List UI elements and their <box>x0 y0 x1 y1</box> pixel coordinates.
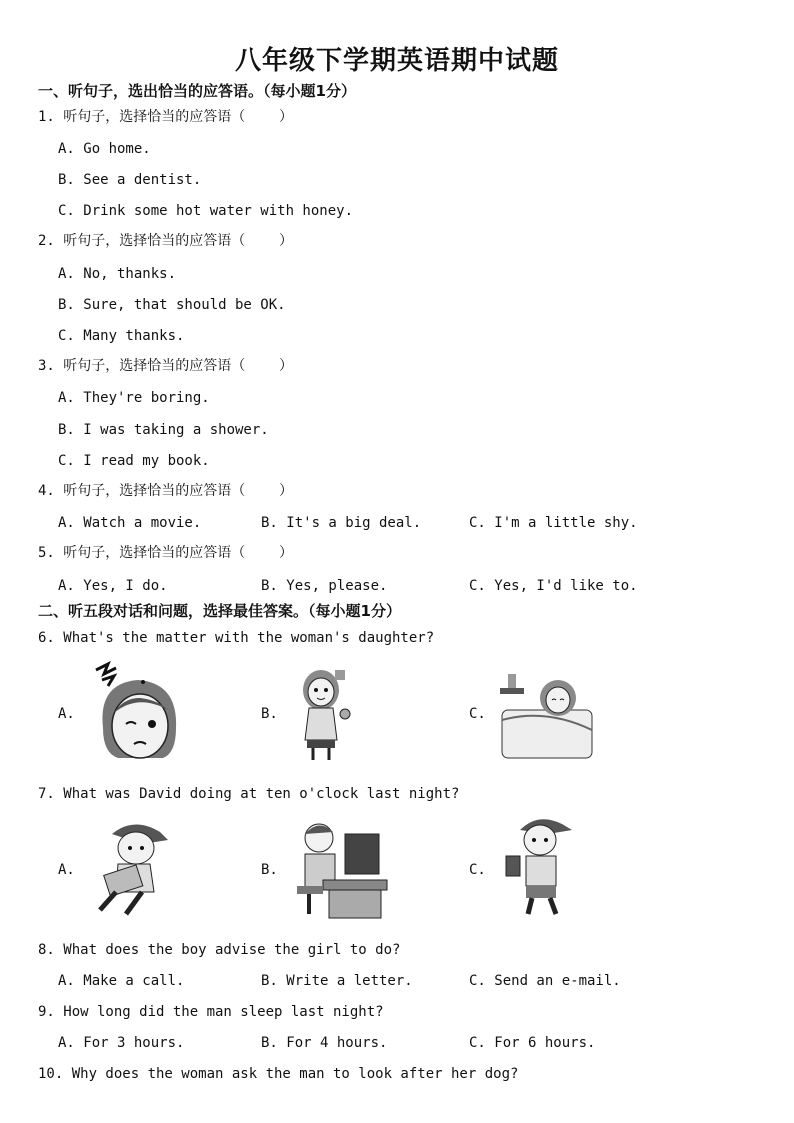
q3-option-a[interactable]: A. They're boring. <box>58 390 210 406</box>
q2-option-b[interactable]: B. Sure, that should be OK. <box>58 297 286 313</box>
q7-option-c-label[interactable]: C. <box>469 862 486 878</box>
q6-option-c-label[interactable]: C. <box>469 706 486 722</box>
question-10: 10. Why does the woman ask the man to look after her dog? <box>38 1066 519 1082</box>
q6-option-b-label[interactable]: B. <box>261 706 278 722</box>
question-7: 7. What was David doing at ten o'clock last night? <box>38 786 460 802</box>
q1-option-b[interactable]: B. See a dentist. <box>58 172 202 188</box>
page-title: 八年级下学期英语期中试题 <box>234 46 559 76</box>
q8-option-b[interactable]: B. Write a letter. <box>261 973 413 989</box>
q1-option-c[interactable]: C. Drink some hot water with honey. <box>58 203 354 219</box>
q8-option-c[interactable]: C. Send an e-mail. <box>469 973 621 989</box>
q5-option-c[interactable]: C. Yes, I'd like to. <box>469 578 638 594</box>
boy-at-computer-illustration <box>283 814 393 924</box>
q1-option-a[interactable]: A. Go home. <box>58 141 151 157</box>
question-3: 3. 听句子，选择恰当的应答语（ ） <box>38 358 294 374</box>
q9-option-b[interactable]: B. For 4 hours. <box>261 1035 388 1051</box>
question-2: 2. 听句子，选择恰当的应答语（ ） <box>38 233 294 249</box>
q9-option-c[interactable]: C. For 6 hours. <box>469 1035 596 1051</box>
question-9: 9. How long did the man sleep last night? <box>38 1004 384 1020</box>
q4-option-c[interactable]: C. I'm a little shy. <box>469 515 638 531</box>
q5-option-b[interactable]: B. Yes, please. <box>261 578 388 594</box>
question-6: 6. What's the matter with the woman's daughter? <box>38 630 435 646</box>
q2-option-a[interactable]: A. No, thanks. <box>58 266 177 282</box>
q4-option-b[interactable]: B. It's a big deal. <box>261 515 422 531</box>
boy-with-phone-illustration <box>492 812 602 922</box>
q6-option-a-label[interactable]: A. <box>58 706 75 722</box>
headache-girl-illustration <box>78 658 188 768</box>
q4-option-a[interactable]: A. Watch a movie. <box>58 515 202 531</box>
q3-option-c[interactable]: C. I read my book. <box>58 453 210 469</box>
question-1: 1. 听句子，选择恰当的应答语（ ） <box>38 109 294 125</box>
section-2-heading: 二、听五段对话和问题，选择最佳答案。（每小题1分） <box>38 602 401 620</box>
sick-in-bed-girl-illustration <box>496 660 606 770</box>
question-8: 8. What does the boy advise the girl to do? <box>38 942 401 958</box>
girl-with-flower-illustration <box>283 660 393 770</box>
q9-option-a[interactable]: A. For 3 hours. <box>58 1035 185 1051</box>
q7-option-a-label[interactable]: A. <box>58 862 75 878</box>
question-4: 4. 听句子，选择恰当的应答语（ ） <box>38 483 294 499</box>
q5-option-a[interactable]: A. Yes, I do. <box>58 578 168 594</box>
q3-option-b[interactable]: B. I was taking a shower. <box>58 422 269 438</box>
q7-option-b-label[interactable]: B. <box>261 862 278 878</box>
question-5: 5. 听句子，选择恰当的应答语（ ） <box>38 545 294 561</box>
q8-option-a[interactable]: A. Make a call. <box>58 973 185 989</box>
q2-option-c[interactable]: C. Many thanks. <box>58 328 185 344</box>
section-1-heading: 一、听句子，选出恰当的应答语。（每小题1分） <box>38 82 356 100</box>
boy-reading-illustration <box>82 814 192 924</box>
